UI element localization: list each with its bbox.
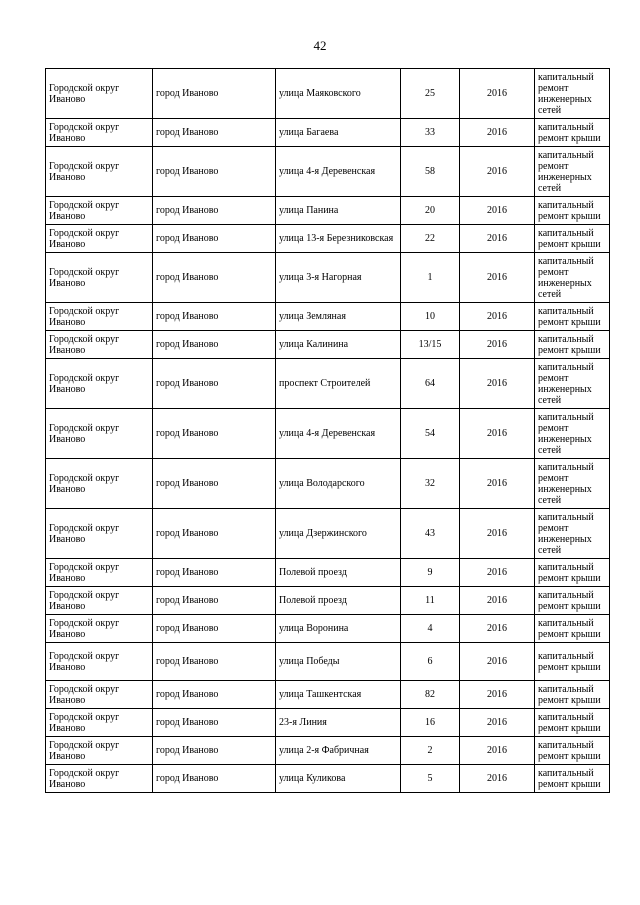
cell-street: Полевой проезд bbox=[276, 559, 401, 587]
cell-house: 2 bbox=[401, 737, 460, 765]
cell-year: 2016 bbox=[460, 615, 535, 643]
cell-street: улица Володарского bbox=[276, 459, 401, 509]
cell-house: 13/15 bbox=[401, 331, 460, 359]
cell-house: 5 bbox=[401, 765, 460, 793]
table-row bbox=[46, 147, 610, 197]
cell-year: 2016 bbox=[460, 643, 535, 681]
cell-street: улица Дзержинского bbox=[276, 509, 401, 559]
cell-street: улица Багаева bbox=[276, 119, 401, 147]
cell-city: город Иваново bbox=[153, 359, 276, 409]
cell-year: 2016 bbox=[460, 119, 535, 147]
cell-work: капитальный ремонт инженерных сетей bbox=[535, 69, 610, 119]
page-number: 42 bbox=[313, 38, 327, 53]
table-row bbox=[46, 765, 610, 793]
cell-street: улица 4-я Деревенская bbox=[276, 147, 401, 197]
cell-year: 2016 bbox=[460, 681, 535, 709]
table-row bbox=[46, 709, 610, 737]
cell-year: 2016 bbox=[460, 737, 535, 765]
cell-year: 2016 bbox=[460, 409, 535, 459]
cell-street: улица Маяковского bbox=[276, 69, 401, 119]
cell-year: 2016 bbox=[460, 331, 535, 359]
cell-district: Городской округ Иваново bbox=[46, 509, 153, 559]
cell-house: 6 bbox=[401, 643, 460, 681]
cell-work: капитальный ремонт крыши bbox=[535, 737, 610, 765]
cell-city: город Иваново bbox=[153, 509, 276, 559]
cell-year: 2016 bbox=[460, 303, 535, 331]
cell-house: 4 bbox=[401, 615, 460, 643]
housing-repair-table bbox=[45, 68, 610, 793]
cell-house: 25 bbox=[401, 69, 460, 119]
cell-year: 2016 bbox=[460, 253, 535, 303]
table-row bbox=[46, 681, 610, 709]
cell-year: 2016 bbox=[460, 147, 535, 197]
cell-work: капитальный ремонт крыши bbox=[535, 197, 610, 225]
table-row bbox=[46, 119, 610, 147]
cell-work: капитальный ремонт крыши bbox=[535, 559, 610, 587]
cell-city: город Иваново bbox=[153, 681, 276, 709]
table-row bbox=[46, 509, 610, 559]
cell-house: 11 bbox=[401, 587, 460, 615]
cell-city: город Иваново bbox=[153, 559, 276, 587]
cell-work: капитальный ремонт крыши bbox=[535, 587, 610, 615]
cell-city: город Иваново bbox=[153, 709, 276, 737]
cell-street: улица 3-я Нагорная bbox=[276, 253, 401, 303]
cell-street: улица 13-я Березниковская bbox=[276, 225, 401, 253]
cell-city: город Иваново bbox=[153, 331, 276, 359]
table-row bbox=[46, 587, 610, 615]
cell-year: 2016 bbox=[460, 459, 535, 509]
cell-house: 33 bbox=[401, 119, 460, 147]
cell-city: город Иваново bbox=[153, 225, 276, 253]
cell-house: 58 bbox=[401, 147, 460, 197]
cell-city: город Иваново bbox=[153, 643, 276, 681]
cell-year: 2016 bbox=[460, 709, 535, 737]
cell-house: 32 bbox=[401, 459, 460, 509]
cell-work: капитальный ремонт инженерных сетей bbox=[535, 359, 610, 409]
cell-district: Городской округ Иваново bbox=[46, 737, 153, 765]
cell-work: капитальный ремонт инженерных сетей bbox=[535, 253, 610, 303]
cell-city: город Иваново bbox=[153, 587, 276, 615]
cell-city: город Иваново bbox=[153, 119, 276, 147]
cell-city: город Иваново bbox=[153, 459, 276, 509]
cell-year: 2016 bbox=[460, 197, 535, 225]
cell-work: капитальный ремонт инженерных сетей bbox=[535, 147, 610, 197]
cell-work: капитальный ремонт инженерных сетей bbox=[535, 509, 610, 559]
cell-work: капитальный ремонт крыши bbox=[535, 303, 610, 331]
table-row bbox=[46, 643, 610, 681]
cell-district: Городской округ Иваново bbox=[46, 681, 153, 709]
cell-street: улица Калинина bbox=[276, 331, 401, 359]
cell-city: город Иваново bbox=[153, 253, 276, 303]
cell-work: капитальный ремонт крыши bbox=[535, 765, 610, 793]
cell-street: проспект Строителей bbox=[276, 359, 401, 409]
cell-city: город Иваново bbox=[153, 303, 276, 331]
cell-street: улица Земляная bbox=[276, 303, 401, 331]
table-row bbox=[46, 359, 610, 409]
cell-district: Городской округ Иваново bbox=[46, 765, 153, 793]
cell-street: улица Куликова bbox=[276, 765, 401, 793]
cell-work: капитальный ремонт крыши bbox=[535, 615, 610, 643]
cell-street: 23-я Линия bbox=[276, 709, 401, 737]
cell-house: 16 bbox=[401, 709, 460, 737]
cell-year: 2016 bbox=[460, 559, 535, 587]
cell-year: 2016 bbox=[460, 509, 535, 559]
cell-city: город Иваново bbox=[153, 409, 276, 459]
cell-work: капитальный ремонт крыши bbox=[535, 225, 610, 253]
cell-year: 2016 bbox=[460, 225, 535, 253]
cell-house: 54 bbox=[401, 409, 460, 459]
table-row bbox=[46, 459, 610, 509]
cell-year: 2016 bbox=[460, 765, 535, 793]
cell-city: город Иваново bbox=[153, 197, 276, 225]
table-row bbox=[46, 737, 610, 765]
cell-house: 43 bbox=[401, 509, 460, 559]
cell-district: Городской округ Иваново bbox=[46, 225, 153, 253]
table-row bbox=[46, 615, 610, 643]
cell-district: Городской округ Иваново bbox=[46, 643, 153, 681]
cell-house: 1 bbox=[401, 253, 460, 303]
table-row bbox=[46, 303, 610, 331]
cell-house: 64 bbox=[401, 359, 460, 409]
cell-district: Городской округ Иваново bbox=[46, 359, 153, 409]
cell-house: 10 bbox=[401, 303, 460, 331]
cell-house: 9 bbox=[401, 559, 460, 587]
cell-work: капитальный ремонт крыши bbox=[535, 709, 610, 737]
cell-district: Городской округ Иваново bbox=[46, 303, 153, 331]
cell-district: Городской округ Иваново bbox=[46, 409, 153, 459]
cell-street: улица Победы bbox=[276, 643, 401, 681]
table-row bbox=[46, 559, 610, 587]
table-row bbox=[46, 331, 610, 359]
cell-city: город Иваново bbox=[153, 765, 276, 793]
cell-work: капитальный ремонт инженерных сетей bbox=[535, 459, 610, 509]
table-body bbox=[46, 69, 610, 793]
cell-work: капитальный ремонт крыши bbox=[535, 119, 610, 147]
cell-work: капитальный ремонт крыши bbox=[535, 331, 610, 359]
cell-district: Городской округ Иваново bbox=[46, 119, 153, 147]
cell-street: улица 2-я Фабричная bbox=[276, 737, 401, 765]
table-row bbox=[46, 225, 610, 253]
cell-street: улица Воронина bbox=[276, 615, 401, 643]
cell-city: город Иваново bbox=[153, 69, 276, 119]
cell-street: улица Панина bbox=[276, 197, 401, 225]
cell-year: 2016 bbox=[460, 587, 535, 615]
table-row bbox=[46, 69, 610, 119]
cell-year: 2016 bbox=[460, 359, 535, 409]
cell-district: Городской округ Иваново bbox=[46, 147, 153, 197]
cell-year: 2016 bbox=[460, 69, 535, 119]
cell-house: 22 bbox=[401, 225, 460, 253]
cell-street: улица Ташкентская bbox=[276, 681, 401, 709]
cell-house: 20 bbox=[401, 197, 460, 225]
cell-street: улица 4-я Деревенская bbox=[276, 409, 401, 459]
cell-district: Городской округ Иваново bbox=[46, 615, 153, 643]
table-row bbox=[46, 409, 610, 459]
cell-district: Городской округ Иваново bbox=[46, 331, 153, 359]
cell-work: капитальный ремонт крыши bbox=[535, 643, 610, 681]
table-row bbox=[46, 197, 610, 225]
cell-district: Городской округ Иваново bbox=[46, 587, 153, 615]
cell-work: капитальный ремонт крыши bbox=[535, 681, 610, 709]
cell-district: Городской округ Иваново bbox=[46, 253, 153, 303]
cell-district: Городской округ Иваново bbox=[46, 459, 153, 509]
cell-city: город Иваново bbox=[153, 147, 276, 197]
table-row bbox=[46, 253, 610, 303]
cell-district: Городской округ Иваново bbox=[46, 709, 153, 737]
cell-work: капитальный ремонт инженерных сетей bbox=[535, 409, 610, 459]
cell-district: Городской округ Иваново bbox=[46, 69, 153, 119]
cell-district: Городской округ Иваново bbox=[46, 559, 153, 587]
cell-district: Городской округ Иваново bbox=[46, 197, 153, 225]
cell-street: Полевой проезд bbox=[276, 587, 401, 615]
cell-city: город Иваново bbox=[153, 615, 276, 643]
cell-house: 82 bbox=[401, 681, 460, 709]
cell-city: город Иваново bbox=[153, 737, 276, 765]
